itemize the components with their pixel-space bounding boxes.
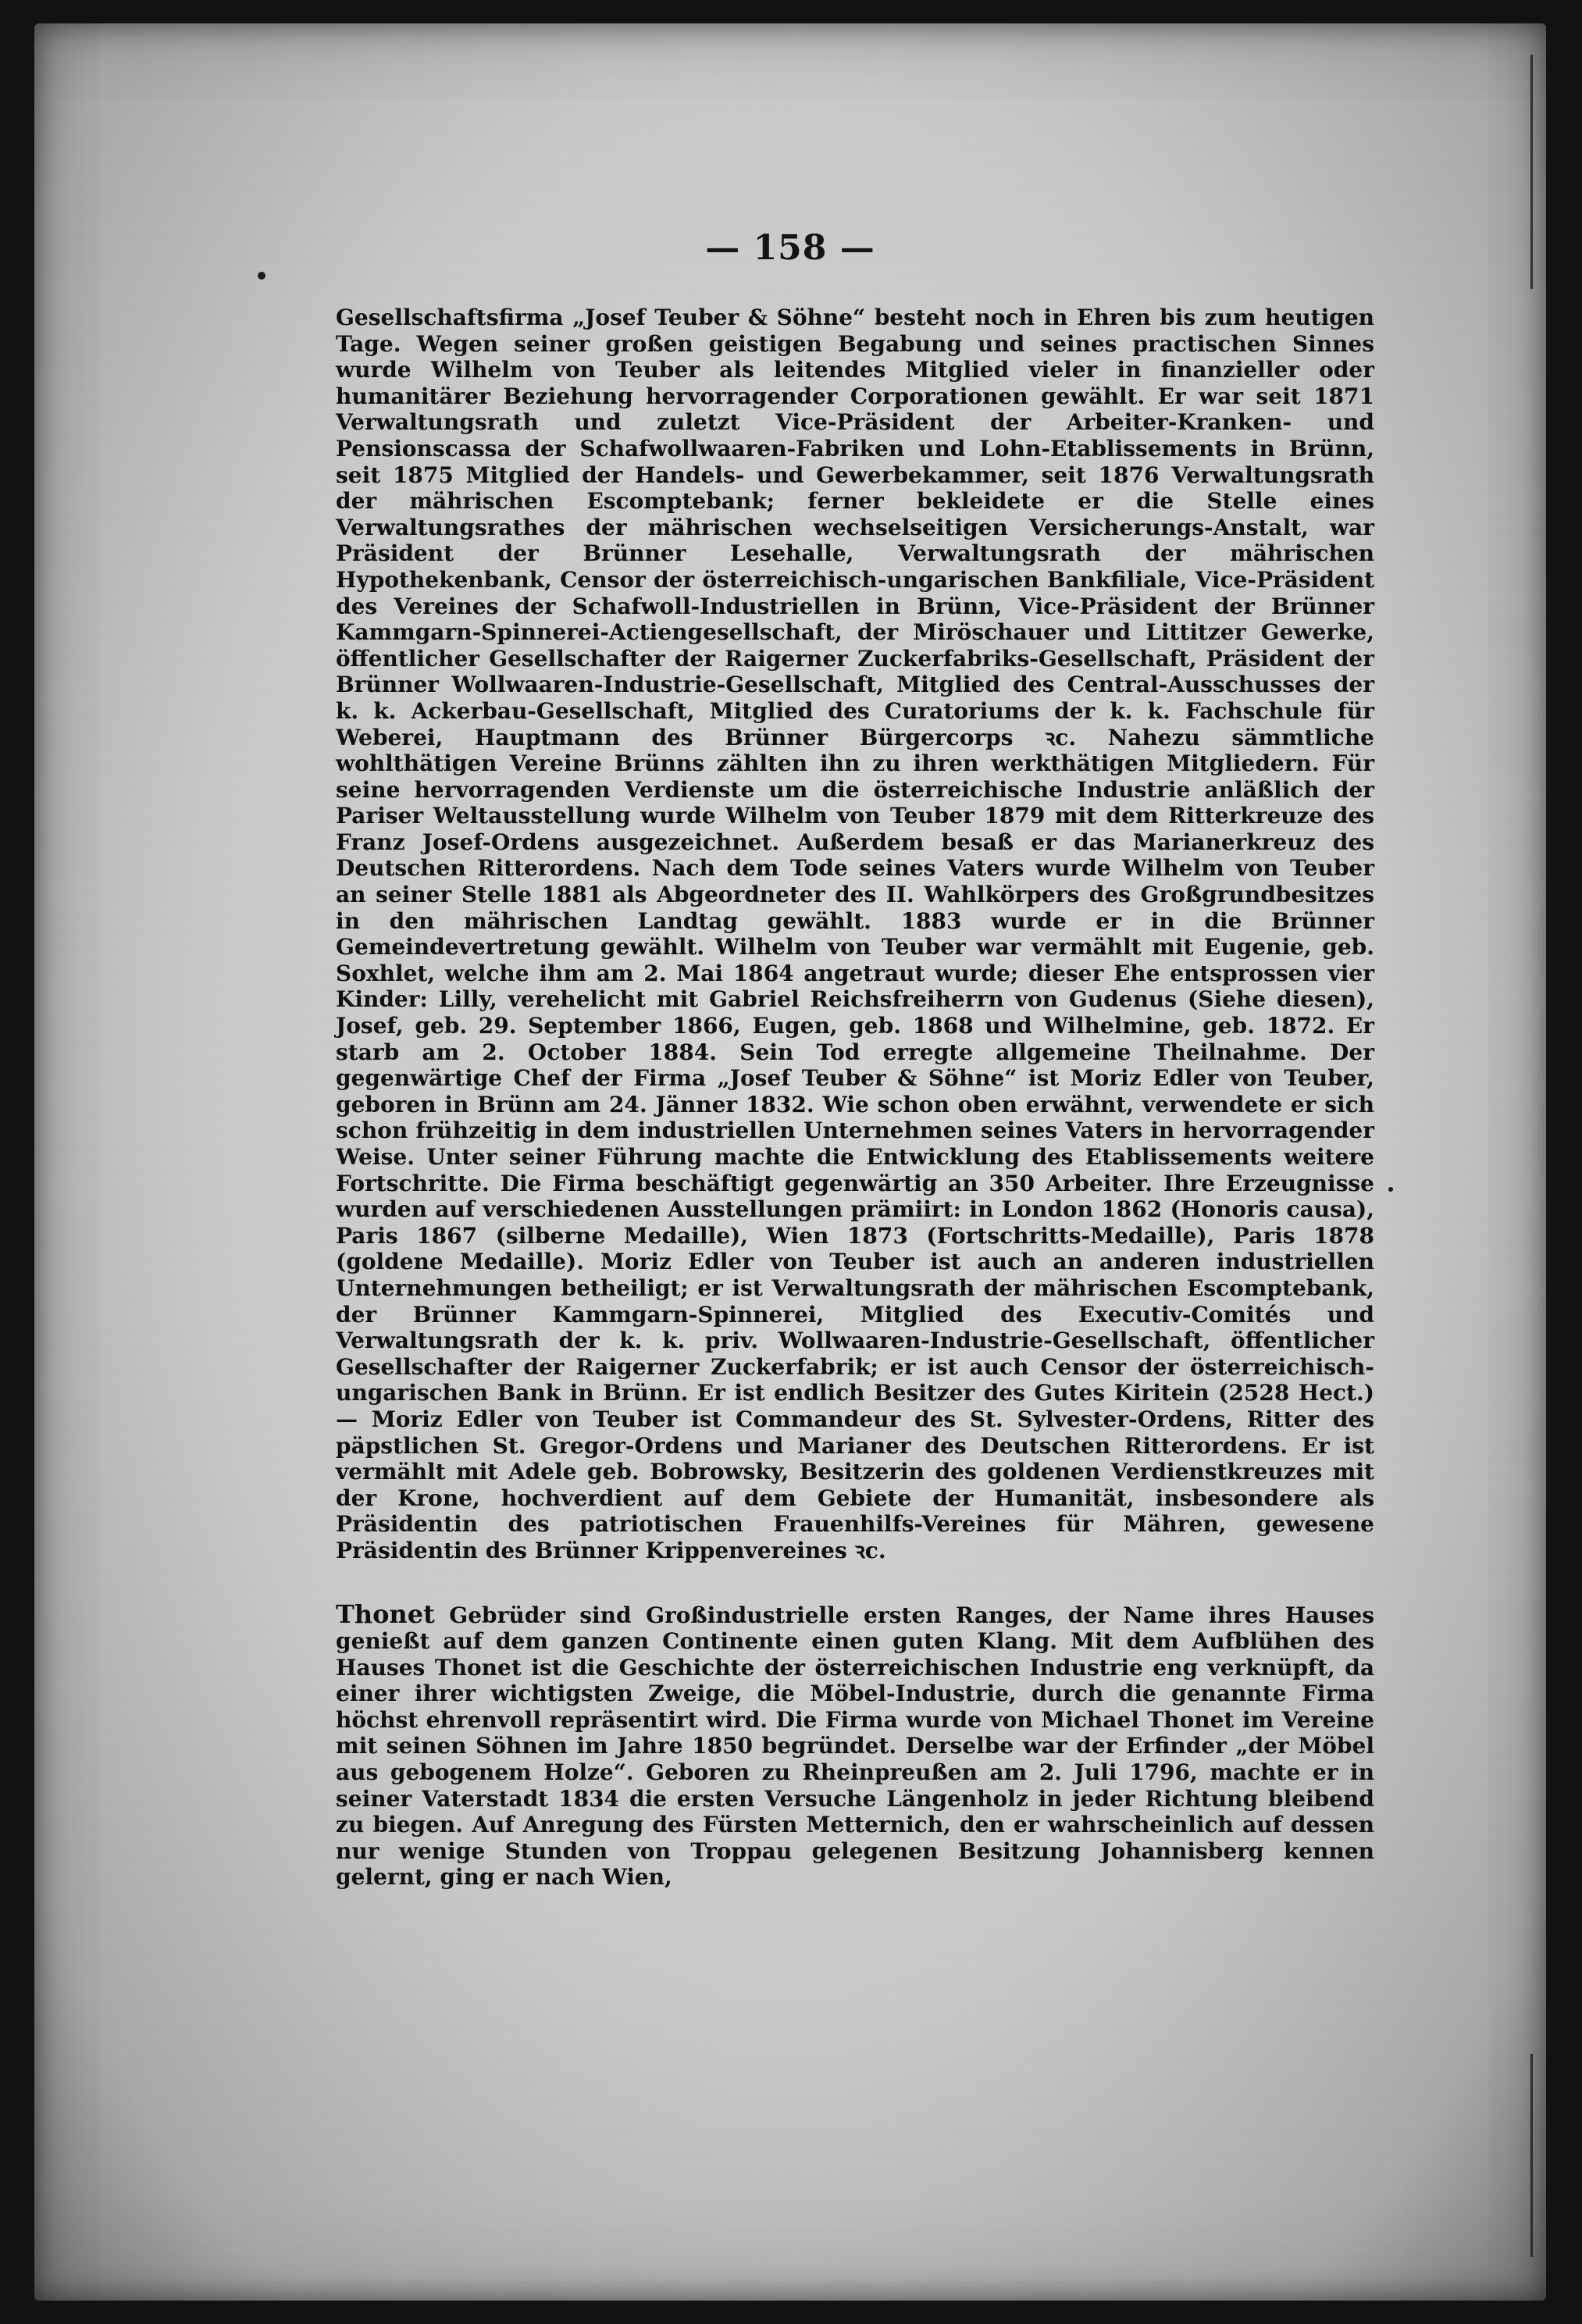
margin-ink-dot [1388, 1187, 1393, 1192]
page-number: — 158 — [705, 228, 875, 268]
paper-sheet [34, 23, 1546, 2301]
paragraph-teuber [336, 305, 1374, 1564]
page-edge-shadow [1530, 2054, 1533, 2257]
paragraph-thonet [336, 1599, 1374, 1891]
paragraph-thonet-text: Gebrüder sind Großindustrielle ersten Ranges, der Name ihres Hauses genießt auf dem ganzen Continente einen guten Klang. Mit dem Aufblühen des Hauses Thonet ist die Geschichte der österreichischen Industrie eng verknüpft, da einer ihrer wichtigsten Zweige, die Möbel-Industrie, durch die genannte Firma höchst ehrenvoll repräsentirt wird. Die Firma wurde von Michael Thonet im Vereine mit seinen Söhnen im Jahre 1850 begründet. Derselbe war der Erfinder „der Möbel aus gebogenem Holze“. Geboren zu Rheinpreußen am 2. Juli 1796, machte er in seiner Vaterstadt 1834 die ersten Versuche Längenholz in jeder Richtung bleibend zu biegen. Auf Anregung des Fürsten Metternich, den er wahrscheinlich auf dessen nur wenige Stunden von Troppau gelegenen Besitzung Johannisberg kennen gelernt, ging er nach Wien, [336, 1602, 1374, 1891]
paragraph-thonet-lead-word: Thonet [336, 1599, 435, 1629]
body-text [336, 305, 1374, 1891]
paragraph-teuber-text: Gesellschaftsfirma „Josef Teuber & Söhne“ besteht noch in Ehren bis zum heutigen Tage. Wegen seiner großen geistigen Begabung und seines practischen Sinnes wurde Wilhelm von Teuber als leitendes Mitglied vieler in finanzieller oder humanitärer Beziehung hervorragender Corporationen gewählt. Er war seit 1871 Verwaltungsrath und zuletzt Vice-Präsident der Arbeiter-Kranken- und Pensionscassa der Schafwollwaaren-Fabriken und Lohn-Etablissements in Brünn, seit 1875 Mitglied der Handels- und Gewerbekammer, seit 1876 Verwaltungsrath der mährischen Escomptebank; ferner bekleidete er die Stelle eines Verwaltungsrathes der mährischen wechselseitigen Versicherungs-Anstalt, war Präsident der Brünner Lesehalle, Verwaltungsrath der mährischen Hypothekenbank, Censor der österreichisch-ungarischen Bankfiliale, Vice-Präsident des Vereines der Schafwoll-Industriellen in Brünn, Vice-Präsident der Brünner Kammgarn-Spinnerei-Actiengesellschaft, der Miröschauer und Littitzer Gewerke, öffentlicher Gesellschafter der Raigerner Zuckerfabriks-Gesellschaft, Präsident der Brünner Wollwaaren-Industrie-Gesellschaft, Mitglied des Central-Ausschusses der k. k. Ackerbau-Gesellschaft, Mitglied des Curatoriums der k. k. Fachschule für Weberei, Hauptmann des Brünner Bürgercorps ꝛc. Nahezu sämmtliche wohlthätigen Vereine Brünns zählten ihn zu ihren werkthätigen Mitgliedern. Für seine hervorragenden Verdienste um die österreichische Industrie anläßlich der Pariser Weltausstellung wurde Wilhelm von Teuber 1879 mit dem Ritterkreuze des Franz Josef-Ordens ausgezeichnet. Außerdem besaß er das Marianerkreuz des Deutschen Ritterordens. Nach dem Tode seines Vaters wurde Wilhelm von Teuber an seiner Stelle 1881 als Abgeordneter des II. Wahlkörpers des Großgrundbesitzes in den mährischen Landtag gewählt. 1883 wurde er in die Brünner Gemeindevertretung gewählt. Wilhelm von Teuber war vermählt mit Eugenie, geb. Soxhlet, welche ihm am 2. Mai 1864 angetraut wurde; dieser Ehe entsprossen vier Kinder: Lilly, verehelicht mit Gabriel Reichsfreiherrn von Gudenus (Siehe diesen), Josef, geb. 29. September 1866, Eugen, geb. 1868 und Wilhelmine, geb. 1872. Er starb am 2. October 1884. Sein Tod erregte allgemeine Theilnahme. Der gegenwärtige Chef der Firma „Josef Teuber & Söhne“ ist Moriz Edler von Teuber, geboren in Brünn am 24. Jänner 1832. Wie schon oben erwähnt, verwendete er sich schon frühzeitig in dem industriellen Unternehmen seines Vaters in hervorragender Weise. Unter seiner Führung machte die Entwicklung des Etablissements weitere Fortschritte. Die Firma beschäftigt gegenwärtig an 350 Arbeiter. Ihre Erzeugnisse wurden auf verschiedenen Ausstellungen prämiirt: in London 1862 (Honoris causa), Paris 1867 (silberne Medaille), Wien 1873 (Fortschritts-Medaille), Paris 1878 (goldene Medaille). Moriz Edler von Teuber ist auch an anderen industriellen Unternehmungen betheiligt; er ist Verwaltungsrath der mährischen Escomptebank, der Brünner Kammgarn-Spinnerei, Mitglied des Executiv-Comités und Verwaltungsrath der k. k. priv. Wollwaaren-Industrie-Gesellschaft, öffentlicher Gesellschafter der Raigerner Zuckerfabrik; er ist auch Censor der österreichisch-ungarischen Bank in Brünn. Er ist endlich Besitzer des Gutes Kiritein (2528 Hect.) — Moriz Edler von Teuber ist Commandeur des St. Sylvester-Ordens, Ritter des päpstlichen St. Gregor-Ordens und Marianer des Deutschen Ritterordens. Er ist vermählt mit Adele geb. Bobrowsky, Besitzerin des goldenen Verdienstkreuzes mit der Krone, hochverdient auf dem Gebiete der Humanität, insbesondere als Präsidentin des patriotischen Frauenhilfs-Vereines für Mähren, gewesene Präsidentin des Brünner Krippenvereines ꝛc. [336, 305, 1374, 1563]
page-edge-shadow [1530, 55, 1533, 289]
margin-ink-dot [258, 272, 265, 280]
